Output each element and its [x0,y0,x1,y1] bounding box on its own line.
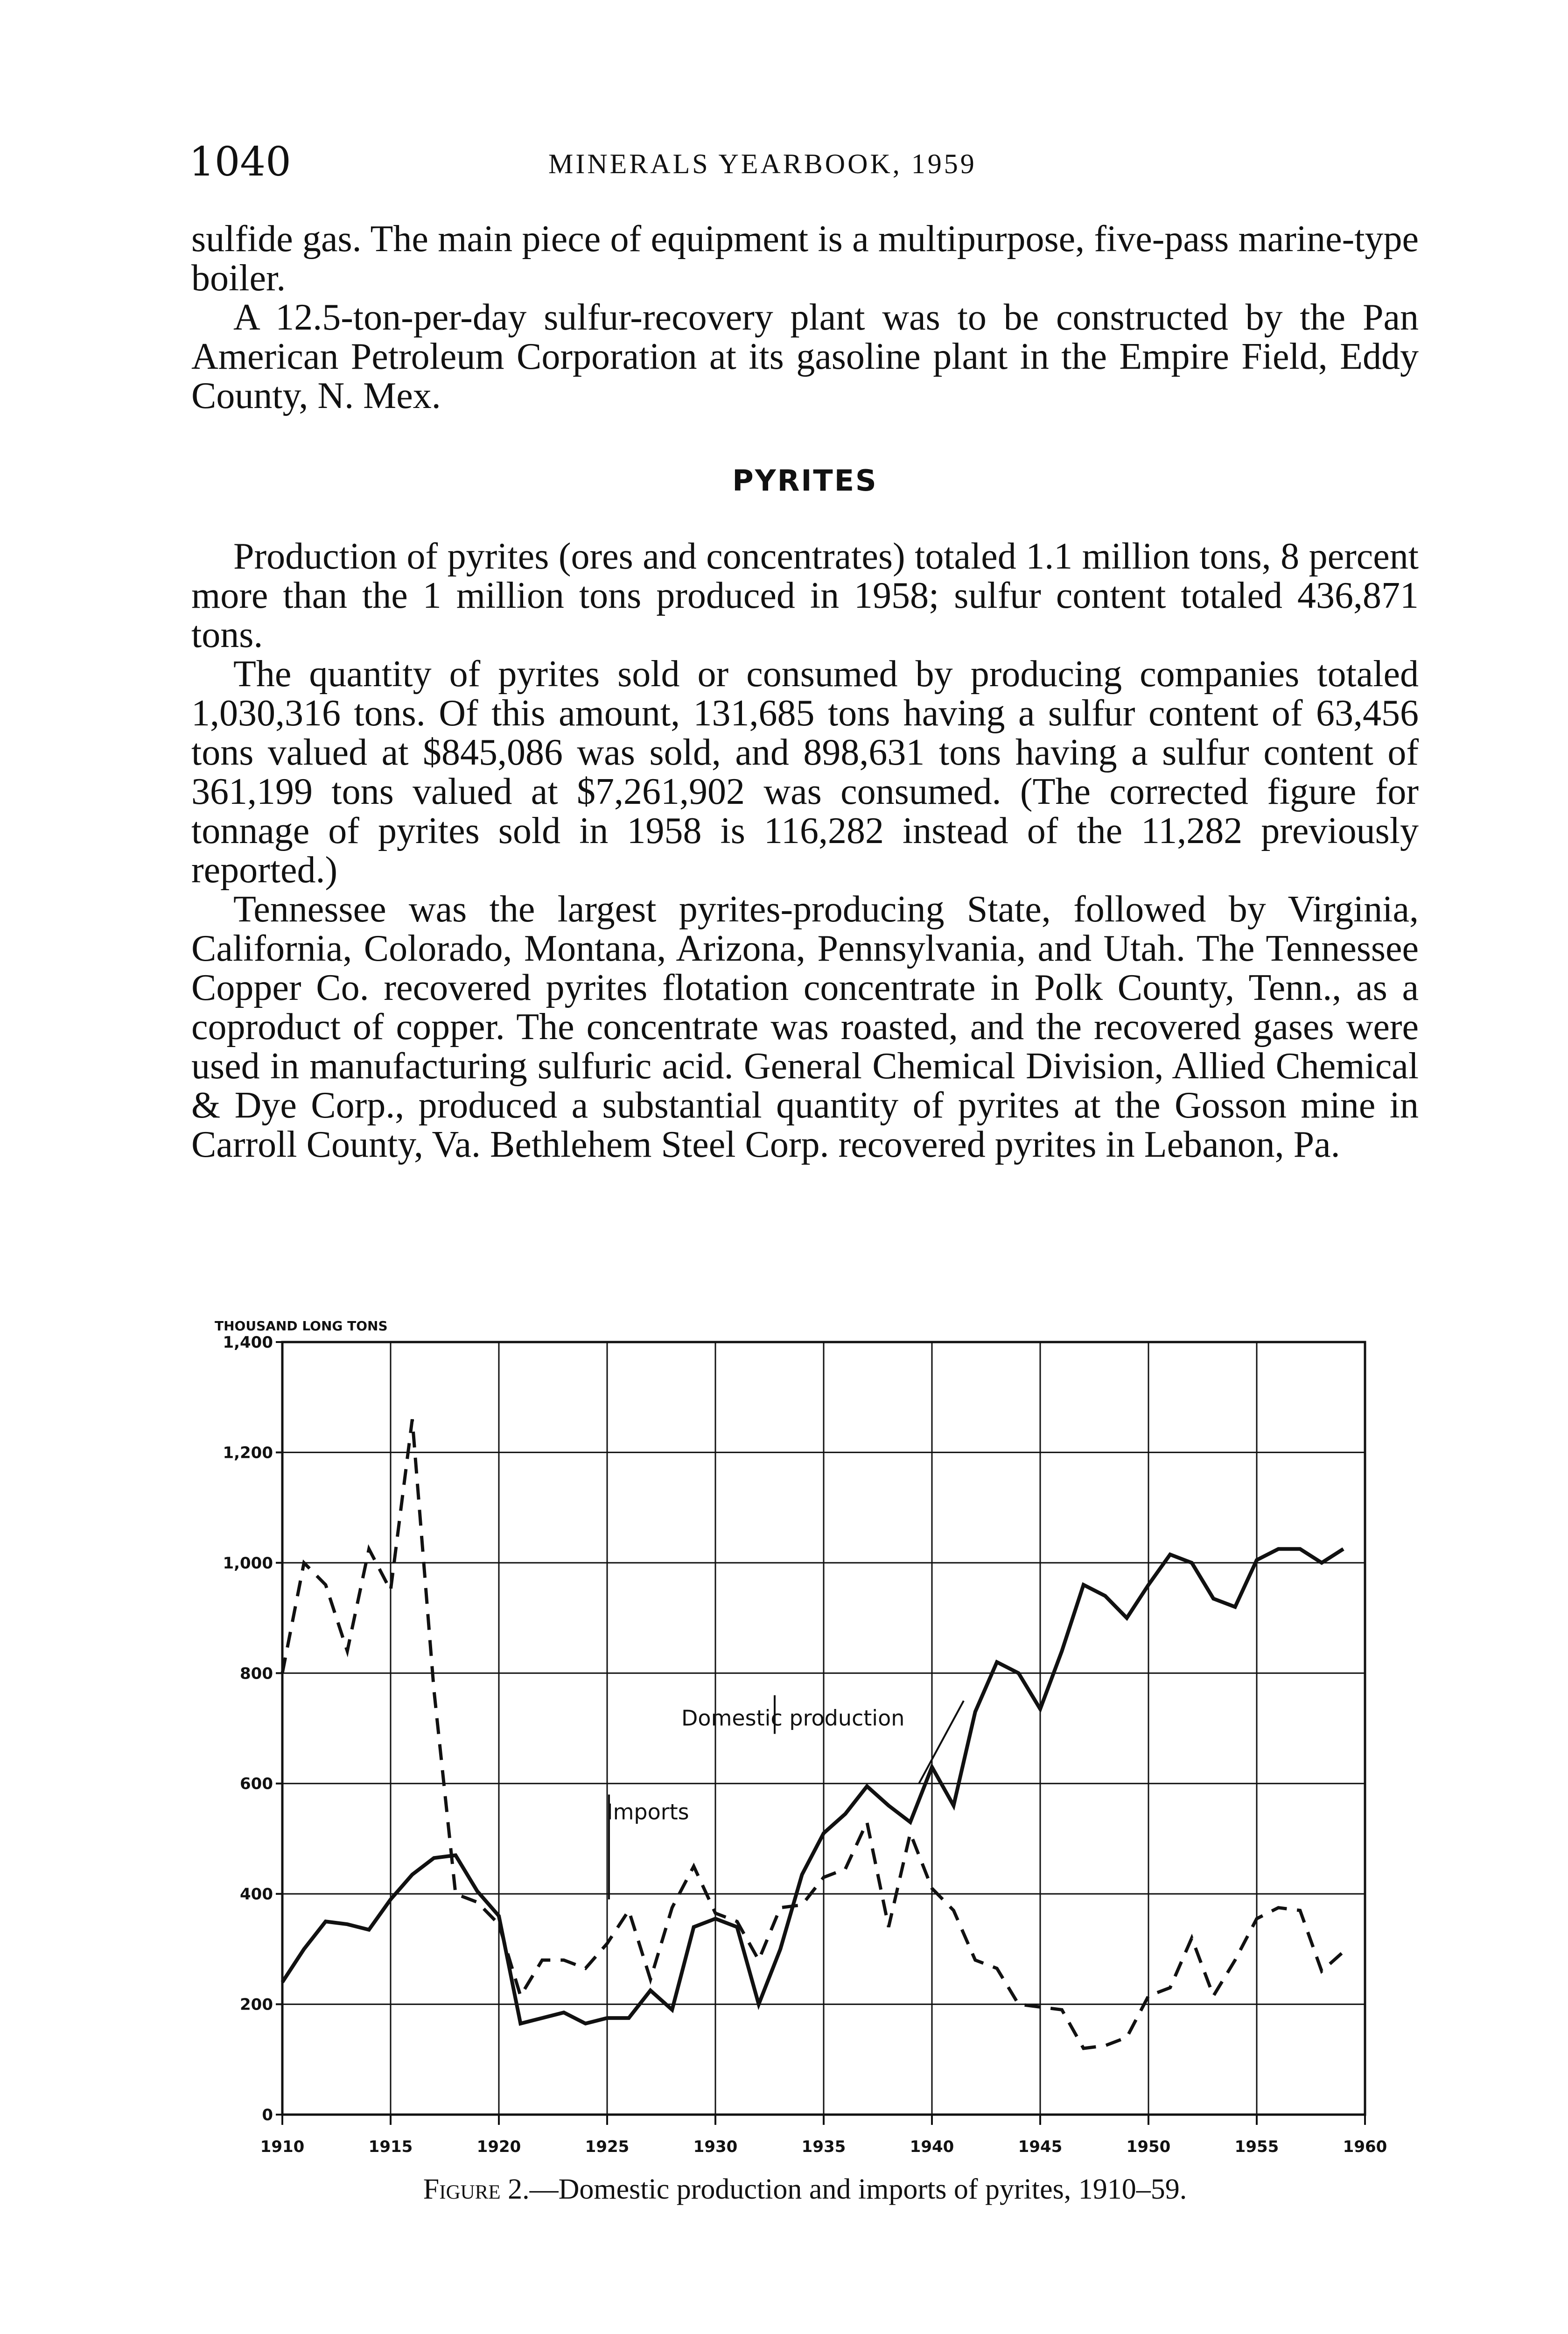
intro-text-block [191,219,1419,415]
y-tick-label: 800 [240,1664,273,1683]
x-tick-label: 1930 [693,2137,738,2156]
paragraph: The quantity of pyrites sold or consumed by producing companies totaled 1,030,316 tons. Of this amount, 131,685 tons having a sulfur content of 63,456 tons valued at $845,086 was sold, and 898,631 tons having a sulfur content of 361,199 tons valued at $7,261,902 was consumed. (The corrected figure for tonnage of pyrites sold in 1958 is 116,282 instead of the 11,282 previously reported.) [191,654,1419,891]
x-tick-label: 1920 [476,2137,521,2156]
y-tick-label: 200 [240,1995,273,2014]
x-tick-label: 1945 [1018,2137,1063,2156]
y-tick-label: 1,000 [223,1554,273,1573]
x-tick-label: 1960 [1343,2137,1387,2156]
paragraph: sulfide gas. The main piece of equipment is a multipurpose, five-pass marine-type boiler. [191,218,1419,299]
figure-pyrites-chart [187,1302,1409,2171]
x-tick-label: 1950 [1126,2137,1171,2156]
y-tick-label: 600 [240,1774,273,1793]
annotation-leader [919,1701,964,1783]
x-tick-label: 1935 [801,2137,846,2156]
x-tick-label: 1955 [1234,2137,1279,2156]
x-tick-label: 1940 [910,2137,954,2156]
paragraph: A 12.5-ton-per-day sulfur-recovery plant was to be constructed by the Pan American Petroleum Corporation at its gasoline plant in the Empire Field, Eddy County, N. Mex. [191,297,1419,416]
series-line-imports [282,1420,1344,2049]
page-header [189,136,1421,188]
y-tick-label: 1,200 [223,1443,273,1462]
series-line-domestic-production [282,1549,1344,2024]
paragraph: Tennessee was the largest pyrites-producing State, followed by Virginia, California, Colorado, Montana, Arizona, Pennsylvania, and Utah. The Tennessee Copper Co. recovered pyrites flotation concentrate in Polk County, Tenn., as a coproduct of copper. The concentrate was roasted, and the recovered gases were used in manufacturing sulfuric acid. General Chemical Division, Allied Chemical & Dye Corp., produced a substantial quantity of pyrites at the Gosson mine in Carroll County, Va. Bethlehem Steel Corp. recovered pyrites in Lebanon, Pa. [191,889,1419,1165]
annotation-domestic-production: Domestic production [681,1705,905,1731]
y-tick-label: 400 [240,1885,273,1904]
y-axis-label: THOUSAND LONG TONS [215,1318,388,1334]
paragraph: Production of pyrites (ores and concentrates) totaled 1.1 million tons, 8 percent more than the 1 million tons produced in 1958; sulfur content totaled 436,871 tons. [191,536,1419,655]
caption-label: Figure 2. [423,2173,530,2205]
line-chart [187,1302,1409,2171]
caption-text: —Domestic production and imports of pyrites, 1910–59. [529,2173,1187,2205]
pyrites-text-block [191,537,1419,1164]
y-tick-label: 0 [262,2106,273,2124]
page-number: 1040 [189,139,291,185]
x-tick-label: 1915 [368,2137,413,2156]
y-tick-label: 1,400 [223,1333,273,1352]
x-tick-label: 1925 [585,2137,630,2156]
section-heading: PYRITES [732,464,878,498]
x-tick-label: 1910 [260,2137,305,2156]
annotation-imports: Imports [607,1799,689,1825]
figure-caption [191,2171,1419,2208]
running-head: MINERALS YEARBOOK, 1959 [548,148,977,179]
